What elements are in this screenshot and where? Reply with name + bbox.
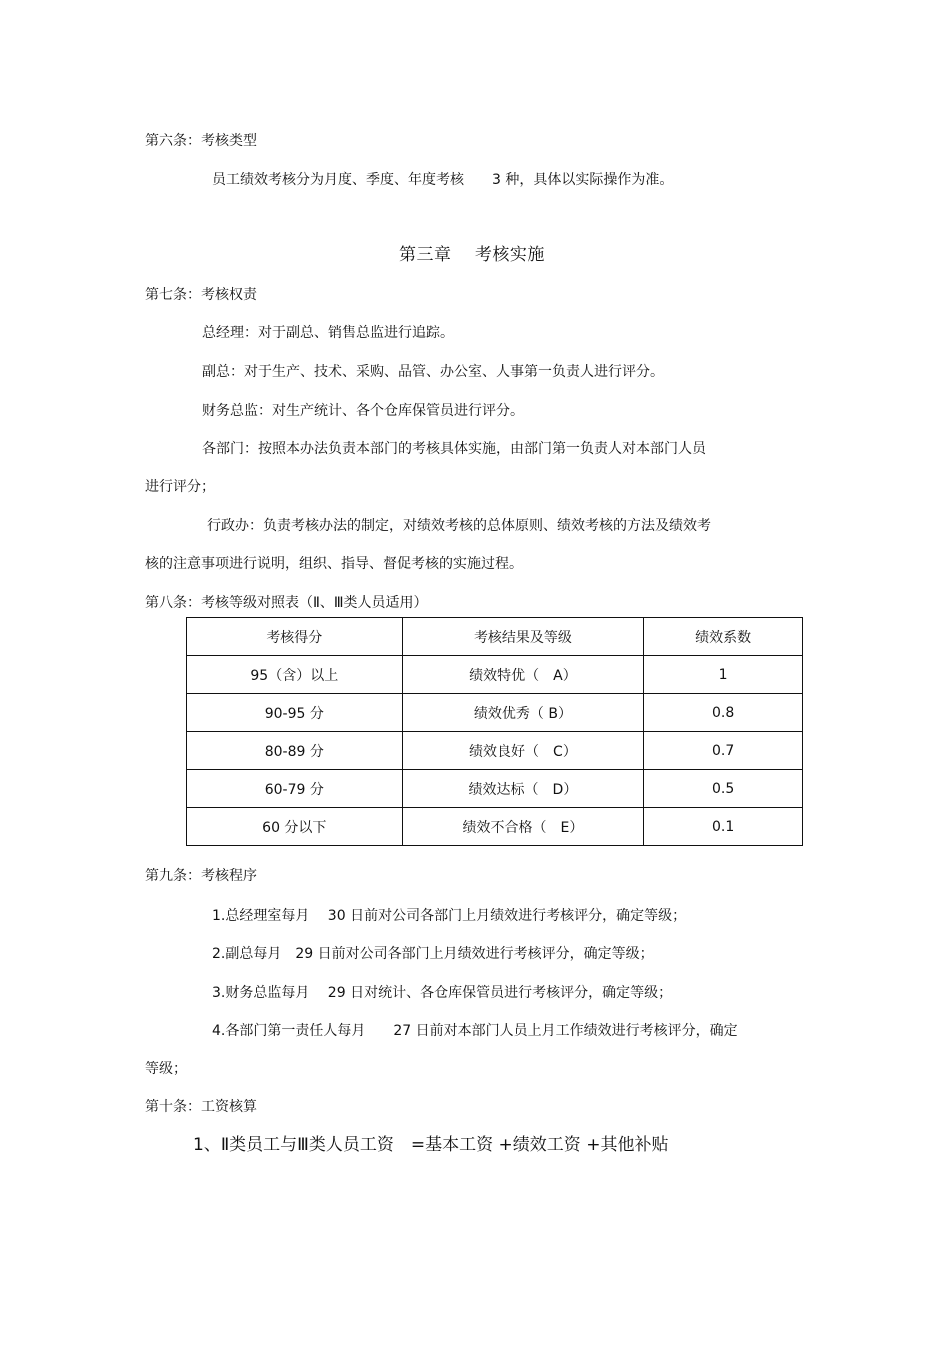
article-7-admin-line1: 行政办：负责考核办法的制定，对绩效考核的总体原则、绩效考核的方法及绩效考 [207,518,711,534]
article-7-vice-president: 副总：对于生产、技术、采购、品管、办公室、人事第一负责人进行评分。 [202,364,664,380]
article-9-step-1: 1.总经理室每月 30 日前对公司各部门上月绩效进行考核评分，确定等级； [212,908,687,924]
score-cell: 90-95 分 [187,694,403,732]
coefficient-cell: 0.8 [644,694,803,732]
article-7-admin-line2: 核的注意事项进行说明，组织、指导、督促考核的实施过程。 [145,556,523,572]
article-6-heading: 第六条：考核类型 [145,133,257,149]
grade-cell: 绩效达标（ D） [402,770,644,808]
score-cell: 80-89 分 [187,732,403,770]
article-7-heading: 第七条：考核权责 [145,287,257,303]
header-coefficient: 绩效系数 [644,618,803,656]
header-result-grade: 考核结果及等级 [402,618,644,656]
article-9-step-3: 3.财务总监每月 29 日对统计、各仓库保管员进行考核评分，确定等级； [212,985,673,1001]
coefficient-cell: 0.5 [644,770,803,808]
table-row [187,656,803,694]
table-row [187,770,803,808]
table-row [187,732,803,770]
coefficient-cell: 0.1 [644,808,803,846]
article-9-step-4-line2: 等级； [145,1061,187,1077]
table-row [187,808,803,846]
grade-table [186,617,803,846]
article-8-heading: 第八条：考核等级对照表（Ⅱ、Ⅲ类人员适用） [145,595,428,611]
salary-formula: 1、Ⅱ类员工与Ⅲ类人员工资 =基本工资 +绩效工资 +其他补贴 [193,1135,669,1155]
grade-table-header-row [187,618,803,656]
score-cell: 60 分以下 [187,808,403,846]
grade-cell: 绩效特优（ A） [402,656,644,694]
grade-cell: 绩效良好（ C） [402,732,644,770]
score-cell: 95（含）以上 [187,656,403,694]
grade-cell: 绩效不合格（ E） [402,808,644,846]
article-7-finance-director: 财务总监：对生产统计、各个仓库保管员进行评分。 [202,403,524,419]
article-9-step-4-line1: 4.各部门第一责任人每月 27 日前对本部门人员上月工作绩效进行考核评分，确定 [212,1023,738,1039]
grade-cell: 绩效优秀（ B） [402,694,644,732]
article-10-heading: 第十条：工资核算 [145,1099,257,1115]
article-9-heading: 第九条：考核程序 [145,868,257,884]
article-7-departments-line1: 各部门：按照本办法负责本部门的考核具体实施，由部门第一负责人对本部门人员 [202,441,706,457]
article-7-general-manager: 总经理：对于副总、销售总监进行追踪。 [202,325,454,341]
header-score: 考核得分 [187,618,403,656]
table-row [187,694,803,732]
article-6-body: 员工绩效考核分为月度、季度、年度考核 3 种，具体以实际操作为准。 [212,172,674,188]
article-9-step-2: 2.副总每月 29 日前对公司各部门上月绩效进行考核评分，确定等级； [212,946,654,962]
score-cell: 60-79 分 [187,770,403,808]
coefficient-cell: 0.7 [644,732,803,770]
article-7-departments-line2: 进行评分； [145,479,215,495]
coefficient-cell: 1 [644,656,803,694]
chapter-3-title: 第三章 考核实施 [399,245,545,265]
